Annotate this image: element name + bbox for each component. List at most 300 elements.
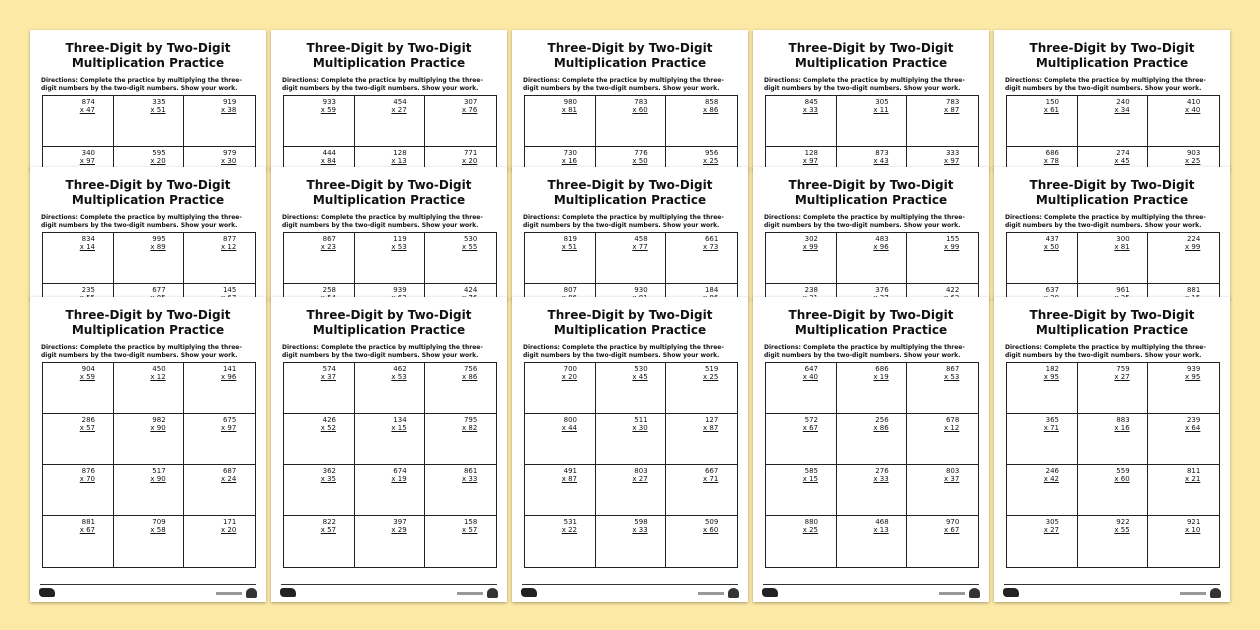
problem-cell [666,516,737,567]
worksheet-directions: Directions: Complete the practice by multiplying the three-digit numbers by the two-digit numbers. Show your work. [523,77,724,92]
multiplicand: 224 [1186,235,1201,243]
multiplier [794,106,818,114]
multiplier-value: 57 [327,526,336,534]
multiplier [312,424,336,432]
times-sign: x [561,373,569,381]
multiplier [383,373,407,381]
multiplier-value: 33 [638,526,648,534]
problem-cell [1148,414,1219,465]
times-sign: x [221,106,228,114]
worksheet-title [271,178,507,208]
multiplicand: 845 [804,98,818,106]
multiplication-problem [453,149,477,165]
multiplicand: 874 [81,98,95,106]
worksheet-page [512,167,748,300]
multiplier [71,243,95,251]
problem-cell [666,465,737,516]
multiplication-problem [1176,518,1200,534]
multiplicand: 530 [634,365,648,373]
worksheet-title [753,178,989,208]
multiplicand: 276 [875,467,889,475]
multiplication-problem [212,518,236,534]
multiplier [142,157,166,165]
worksheet-title [753,308,989,338]
multiplication-problem [865,365,889,381]
problem-grid [42,95,256,170]
multiplier [624,475,648,483]
worksheet-title [512,178,748,208]
multiplier-value: 81 [1120,243,1130,251]
multiplication-problem [383,98,407,114]
multiplier-value: 87 [568,475,577,483]
multiplication-problem [624,467,648,483]
multiplicand: 491 [563,467,577,475]
multiplicand: 559 [1116,467,1130,475]
times-sign: x [632,243,639,251]
problem-cell [596,516,667,567]
problem-cell [1148,363,1219,414]
problem-cell [1078,414,1149,465]
multiplier [212,373,236,381]
multiplier-value: 71 [1050,424,1059,432]
times-sign: x [79,475,87,483]
multiplier-value: 20 [156,157,166,165]
multiplier [1106,243,1130,251]
worksheet-page [271,30,507,170]
times-sign: x [1185,424,1192,432]
problem-cell [184,363,255,414]
title-line-1: Three-Digit by Two-Digit [788,308,954,322]
problem-cell [284,516,355,567]
multiplier [142,243,166,251]
problem-cell [766,516,837,567]
problem-cell [907,516,978,567]
multiplier [212,243,236,251]
times-sign: x [391,424,398,432]
times-sign: x [1114,475,1121,483]
title-line-1: Three-Digit by Two-Digit [65,308,231,322]
multiplication-problem [453,235,477,251]
multiplicand: 519 [704,365,719,373]
multiplicand: 858 [704,98,719,106]
multiplier [624,157,648,165]
problem-cell [1148,96,1219,147]
times-sign: x [802,106,810,114]
multiplicand: 286 [81,416,95,424]
problem-cell [284,414,355,465]
multiplier-value: 13 [397,157,407,165]
problem-cell [837,96,908,147]
multiplier [865,526,889,534]
multiplication-problem [453,98,477,114]
multiplier-value: 78 [1050,157,1059,165]
times-sign: x [221,475,228,483]
times-sign: x [802,424,810,432]
problem-cell [525,516,596,567]
multiplier [142,475,166,483]
worksheet-directions: Directions: Complete the practice by multiplying the three-digit numbers by the two-digit numbers. Show your work. [282,214,483,229]
problem-cell [1148,516,1219,567]
multiplication-problem [1106,518,1130,534]
problem-cell [43,465,114,516]
multiplier [453,243,477,251]
multiplier [624,424,648,432]
problem-cell [766,96,837,147]
multiplier-value: 27 [397,106,407,114]
problem-cell [1007,363,1078,414]
times-sign: x [1114,424,1121,432]
times-sign: x [632,157,639,165]
multiplication-problem [383,365,407,381]
times-sign: x [221,373,228,381]
title-line-2: Multiplication Practice [312,323,466,337]
multiplicand: 119 [393,235,407,243]
multiplier-value: 82 [468,424,478,432]
times-sign: x [391,106,398,114]
problem-cell [355,516,426,567]
multiplicand: 158 [463,518,478,526]
multiplicand: 531 [563,518,577,526]
problem-cell [184,516,255,567]
multiplication-problem [142,518,166,534]
multiplication-problem [1176,365,1200,381]
worksheet-page [30,167,266,300]
multiplicand: 182 [1045,365,1059,373]
problem-cell [184,414,255,465]
multiplicand: 300 [1116,235,1130,243]
multiplicand: 803 [634,467,648,475]
multiplicand: 454 [393,98,407,106]
title-line-2: Multiplication Practice [312,193,466,207]
multiplier-value: 45 [638,373,648,381]
multiplicand: 141 [222,365,237,373]
multiplicand: 335 [152,98,166,106]
times-sign: x [561,475,569,483]
times-sign: x [320,526,328,534]
multiplier-value: 30 [638,424,648,432]
times-sign: x [462,424,469,432]
problem-cell [907,465,978,516]
multiplier [142,526,166,534]
multiplication-problem [71,365,95,381]
problem-cell [425,96,496,147]
multiplication-problem [383,416,407,432]
title-line-2: Multiplication Practice [553,193,707,207]
multiplier-value: 60 [638,106,648,114]
multiplier-value: 76 [468,106,478,114]
multiplier-value: 73 [709,243,719,251]
multiplicand: 598 [634,518,648,526]
multiplier-value: 57 [86,424,95,432]
multiplicand: 686 [1045,149,1059,157]
times-sign: x [1043,157,1051,165]
multiplier-value: 90 [156,475,166,483]
times-sign: x [221,157,228,165]
multiplication-problem [553,416,577,432]
multiplier-value: 96 [879,243,889,251]
multiplicand: 939 [393,286,407,294]
multiplicand: 238 [804,286,818,294]
multiplication-problem [935,98,959,114]
multiplier [935,243,959,251]
multiplier [553,526,577,534]
times-sign: x [1114,157,1121,165]
multiplication-problem [794,467,818,483]
multiplier [212,424,236,432]
times-sign: x [1114,243,1121,251]
multiplier-value: 95 [1050,373,1059,381]
multiplication-problem [794,235,818,251]
problem-cell [525,414,596,465]
multiplicand: 134 [393,416,407,424]
multiplier-value: 53 [950,373,960,381]
multiplicand: 930 [634,286,648,294]
multiplication-problem [1176,416,1200,432]
title-line-1: Three-Digit by Two-Digit [306,308,472,322]
problem-grid [1006,95,1220,170]
multiplier [1106,424,1130,432]
times-sign: x [79,424,87,432]
title-line-1: Three-Digit by Two-Digit [547,308,713,322]
multiplicand: 979 [222,149,237,157]
multiplier-value: 60 [709,526,719,534]
times-sign: x [703,373,710,381]
multiplicand: 458 [634,235,648,243]
multiplication-problem [694,467,718,483]
multiplication-problem [312,416,336,432]
multiplication-problem [212,235,236,251]
worksheet-directions: Directions: Complete the practice by multiplying the three-digit numbers by the two-digit numbers. Show your work. [1005,77,1206,92]
problem-cell [184,96,255,147]
worksheet-directions: Directions: Complete the practice by multiplying the three-digit numbers by the two-digit numbers. Show your work. [764,214,965,229]
problem-cell [355,233,426,284]
multiplier-value: 15 [397,424,407,432]
title-line-1: Three-Digit by Two-Digit [1029,178,1195,192]
multiplication-problem [1106,98,1130,114]
footer-caption [457,592,483,595]
multiplier [212,157,236,165]
multiplicand: 686 [875,365,889,373]
multiplier [1106,157,1130,165]
problem-cell [355,414,426,465]
multiplicand: 437 [1045,235,1059,243]
multiplicand: 128 [393,149,407,157]
multiplication-problem [694,365,718,381]
problem-cell [43,96,114,147]
times-sign: x [221,424,228,432]
multiplier-value: 38 [227,106,237,114]
title-line-2: Multiplication Practice [71,323,225,337]
multiplier-value: 87 [709,424,719,432]
problem-cell [666,233,737,284]
multiplier-value: 21 [1191,475,1201,483]
multiplier [553,475,577,483]
times-sign: x [221,526,228,534]
multiplication-problem [453,416,477,432]
multiplicand: 709 [152,518,166,526]
multiplication-problem [553,365,577,381]
multiplication-problem [71,149,95,165]
multiplier-value: 60 [1120,475,1130,483]
problem-cell [355,96,426,147]
footer-badge-icon [1210,588,1221,598]
multiplier-value: 50 [1050,243,1059,251]
times-sign: x [1185,243,1192,251]
multiplier [1176,373,1200,381]
times-sign: x [462,106,469,114]
problem-cell [766,363,837,414]
multiplier-value: 99 [950,243,960,251]
multiplication-problem [694,416,718,432]
multiplicand: 426 [322,416,336,424]
problem-grid [42,362,256,568]
problem-cell [284,363,355,414]
problem-cell [1078,363,1149,414]
problem-cell [907,363,978,414]
multiplier [694,106,718,114]
multiplicand: 274 [1116,149,1130,157]
multiplier [1106,373,1130,381]
multiplier [865,475,889,483]
multiplicand: 397 [393,518,407,526]
problem-cell [1007,465,1078,516]
times-sign: x [150,475,157,483]
multiplicand: 530 [463,235,478,243]
multiplier [312,157,336,165]
title-line-2: Multiplication Practice [794,323,948,337]
multiplier-value: 27 [1050,526,1059,534]
multiplier [1176,424,1200,432]
problem-cell [525,233,596,284]
multiplication-problem [71,235,95,251]
multiplier-value: 99 [809,243,818,251]
multiplicand: 239 [1186,416,1201,424]
multiplier [71,373,95,381]
multiplier-value: 42 [1050,475,1059,483]
multiplicand: 873 [875,149,889,157]
multiplicand: 759 [1116,365,1130,373]
multiplier-value: 55 [1120,526,1130,534]
title-line-1: Three-Digit by Two-Digit [547,41,713,55]
multiplication-problem [212,149,236,165]
multiplier [312,373,336,381]
times-sign: x [703,526,710,534]
multiplier [1035,475,1059,483]
multiplier-value: 35 [327,475,336,483]
multiplication-problem [383,467,407,483]
problem-cell [666,363,737,414]
multiplier-value: 50 [638,157,648,165]
multiplication-problem [312,365,336,381]
multiplication-problem [935,365,959,381]
multiplier-value: 97 [809,157,818,165]
multiplicand: 171 [222,518,237,526]
problem-cell [114,96,185,147]
multiplicand: 922 [1116,518,1130,526]
worksheet-title [271,308,507,338]
multiplicand: 800 [563,416,577,424]
multiplier-value: 70 [86,475,95,483]
multiplier [935,475,959,483]
multiplication-problem [1176,149,1200,165]
times-sign: x [1114,106,1121,114]
times-sign: x [79,243,87,251]
multiplicand: 883 [1116,416,1130,424]
multiplier [553,424,577,432]
multiplier [1035,157,1059,165]
multiplicand: 637 [1045,286,1059,294]
worksheet-page [994,297,1230,602]
worksheet-title [30,178,266,208]
multiplication-problem [1106,149,1130,165]
multiplier [935,424,959,432]
title-line-2: Multiplication Practice [1035,56,1189,70]
worksheet-page [271,297,507,602]
times-sign: x [391,157,398,165]
multiplier [383,243,407,251]
title-line-2: Multiplication Practice [794,56,948,70]
multiplier-value: 47 [86,106,95,114]
worksheet-title [30,41,266,71]
times-sign: x [462,243,469,251]
multiplier [212,475,236,483]
worksheet-title [994,308,1230,338]
times-sign: x [703,424,710,432]
multiplicand: 333 [945,149,960,157]
multiplicand: 340 [81,149,95,157]
times-sign: x [1043,475,1051,483]
multiplier-value: 86 [709,106,719,114]
problem-grid [765,95,979,170]
multiplicand: 756 [463,365,478,373]
multiplier-value: 40 [809,373,818,381]
times-sign: x [944,475,951,483]
times-sign: x [1114,373,1121,381]
multiplier [142,373,166,381]
multiplicand: 647 [804,365,818,373]
publisher-logo-icon [280,588,296,597]
multiplication-problem [865,98,889,114]
multiplier-value: 97 [950,157,960,165]
multiplication-problem [865,416,889,432]
multiplicand: 921 [1186,518,1201,526]
multiplicand: 483 [875,235,889,243]
publisher-logo-icon [39,588,55,597]
footer-caption [698,592,724,595]
times-sign: x [462,373,469,381]
title-line-2: Multiplication Practice [553,56,707,70]
title-line-1: Three-Digit by Two-Digit [1029,41,1195,55]
multiplier [1176,106,1200,114]
times-sign: x [561,526,569,534]
multiplication-problem [553,149,577,165]
times-sign: x [802,526,810,534]
title-line-1: Three-Digit by Two-Digit [65,178,231,192]
multiplication-problem [935,149,959,165]
multiplier [312,106,336,114]
multiplier-value: 33 [809,106,818,114]
title-line-2: Multiplication Practice [1035,193,1189,207]
multiplicand: 819 [563,235,577,243]
multiplier-value: 12 [950,424,960,432]
worksheet-directions: Directions: Complete the practice by multiplying the three-digit numbers by the two-digit numbers. Show your work. [41,214,242,229]
multiplier-value: 34 [1120,106,1130,114]
multiplicand: 362 [322,467,336,475]
problem-grid [1006,362,1220,568]
multiplier [312,475,336,483]
times-sign: x [150,424,157,432]
worksheet-directions: Directions: Complete the practice by multiplying the three-digit numbers by the two-digit numbers. Show your work. [41,77,242,92]
